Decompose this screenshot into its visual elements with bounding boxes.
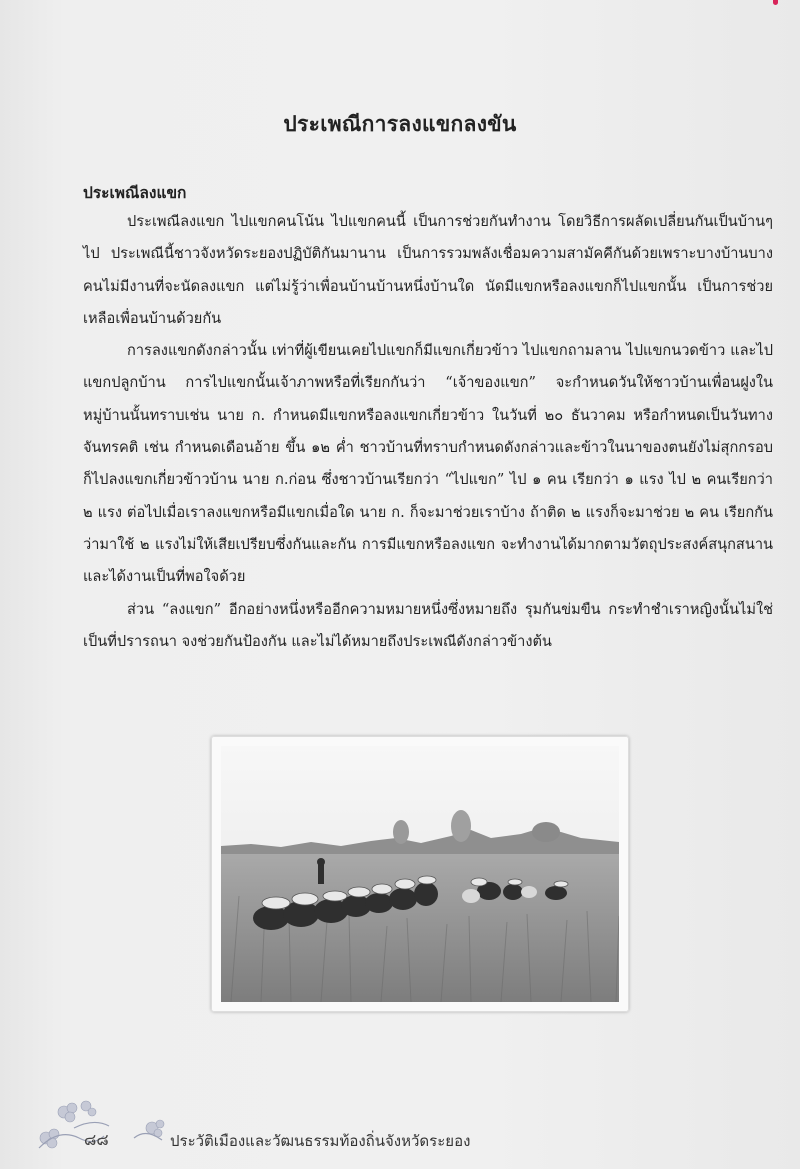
paragraph-3: ส่วน “ลงแขก” อีกอย่างหนึ่งหรืออีกความหมายหนึ่งซึ่งหมายถึง รุมกันข่มขืน กระทำชำเราหญิงนั้นไม่ใช่เป็นที่ปรารถนา จงช่วยกันป้องกัน และไม่ได้หมายถึงประเพณีดังกล่าวข้างต้น [83, 600, 773, 650]
page-title: ประเพณีการลงแขกลงขัน [283, 111, 517, 136]
body-text [83, 206, 773, 658]
paragraph-1: ประเพณีลงแขก ไปแขกคนโน้น ไปแขกคนนี้ เป็นการช่วยกันทำงาน โดยวิธีการผลัดเปลี่ยนกันเป็นบ้านๆ ไป ประเพณีนี้ชาวจังหวัดระยองปฏิบัติกันมานาน เป็นการรวมพลังเชื่อมความสามัคคีกันด้วยเพราะบางบ้านบางคนไม่มีงานที่จะนัดลงแขก แต่ไม่รู้ว่าเพื่อนบ้านบ้านหนึ่งบ้านใด นัดมีแขกหรือลงแขกก็ไปแขกนั้น เป็นการช่วยเหลือเพื่อนบ้านด้วยกัน [83, 213, 773, 327]
page-footer [0, 1098, 800, 1169]
section-heading: ประเพณีลงแขก [83, 183, 187, 202]
page-number: ๘๘ [84, 1130, 109, 1149]
corner-mark [773, 0, 778, 5]
book-title: ประวัติเมืองและวัฒนธรรมท้องถิ่นจังหวัดระยอง [170, 1132, 471, 1150]
photo-image [221, 746, 619, 1002]
rice-harvest-photo [211, 736, 629, 1012]
paragraph-2: การลงแขกดังกล่าวนั้น เท่าที่ผู้เขียนเคยไปแขกก็มีแขกเกี่ยวข้าว ไปแขกถามลาน ไปแขกนวดข้าว และไปแขกปลูกบ้าน การไปแขกนั้นเจ้าภาพหรือที่เรียกกันว่า “เจ้าของแขก” จะกำหนดวันให้ชาวบ้านเพื่อนฝูงในหมู่บ้านนั้นทราบเช่น นาย ก. กำหนดมีแขกหรือลงแขกเกี่ยวข้าว ในวันที่ ๒๐ ธันวาคม หรือกำหนดเป็นวันทางจันทรคติ เช่น กำหนดเดือนอ้าย ขึ้น ๑๒ ค่ำ ชาวบ้านที่ทราบกำหนดดังกล่าวและข้าวในนาของตนยังไม่สุกกรอบ ก็ไปลงแขกเกี่ยวข้าวบ้าน นาย ก.ก่อน ซึ่งชาวบ้านเรียกว่า “ไปแขก” ไป ๑ คน เรียกว่า ๑ แรง ไป ๒ คนเรียกว่า ๒ แรง ต่อไปเมื่อเราลงแขกหรือมีแขกเมื่อใด นาย ก. ก็จะมาช่วยเราบ้าง ถ้าติด ๒ แรงก็จะมาช่วย ๒ คน เรียกกันว่ามาใช้ ๒ แรงไม่ให้เสียเปรียบซึ่งกันและกัน การมีแขกหรือลงแขก จะทำงานได้มากตามวัตถุประสงค์สนุกสนานและได้งานเป็นที่พอใจด้วย [83, 342, 773, 586]
